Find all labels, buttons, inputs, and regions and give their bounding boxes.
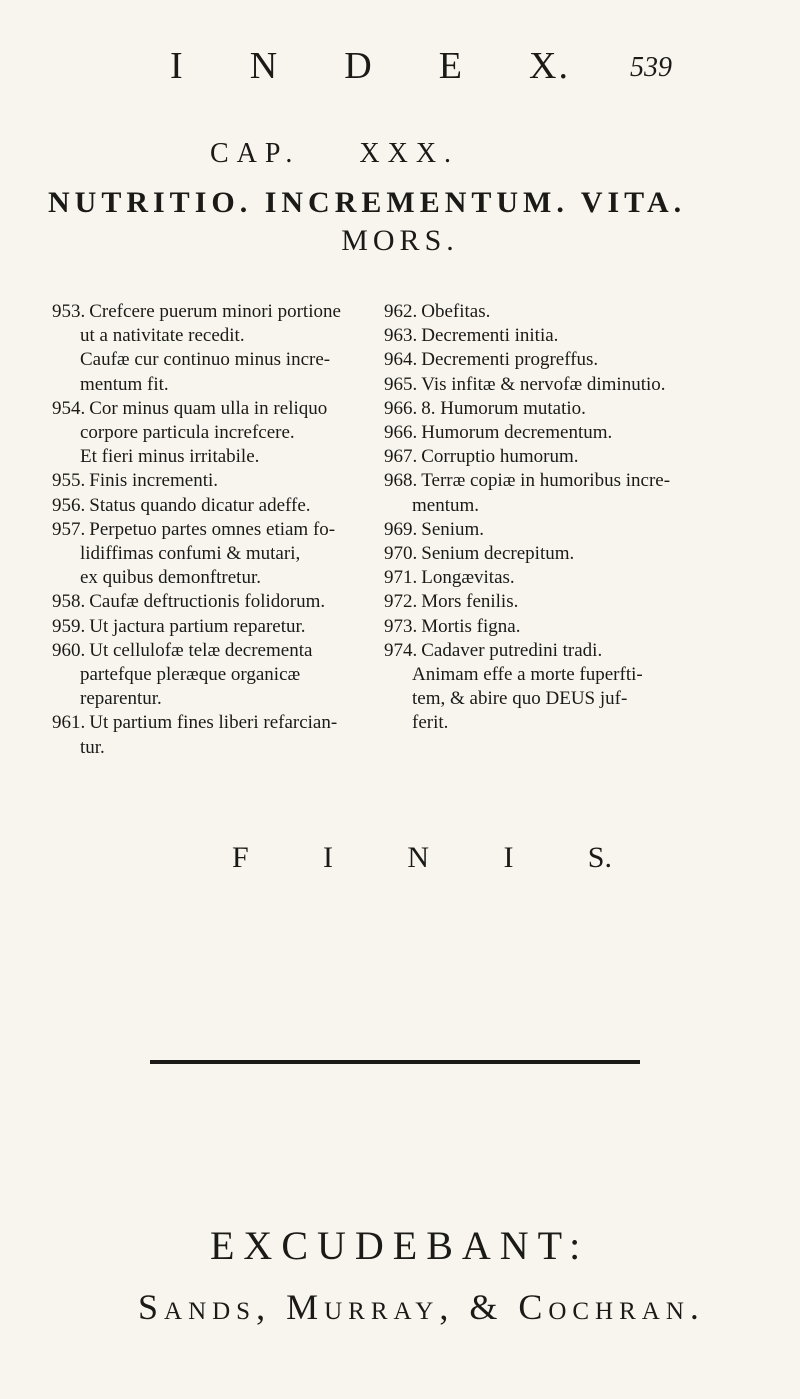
index-entry-line: [384, 300, 784, 324]
index-entry-line: [384, 373, 784, 397]
index-entry-continuation: [52, 736, 370, 760]
index-entry: [384, 300, 784, 324]
index-entry-text: Mortis figna.: [421, 615, 521, 637]
index-entry-number: 973.: [384, 615, 418, 637]
index-entry-text: ex quibus demonftretur.: [80, 567, 261, 589]
index-entry: [384, 590, 784, 614]
index-entry: [52, 615, 370, 639]
index-entry: [384, 469, 784, 517]
index-entry-text: Obefitas.: [421, 301, 491, 322]
index-entry-continuation: [384, 687, 784, 711]
finis-letter: I: [503, 841, 514, 874]
index-entry-number: 967.: [384, 446, 418, 468]
index-entry-text: Decrementi progreffus.: [421, 349, 599, 371]
index-entry-continuation: [52, 324, 370, 348]
index-entry: [384, 566, 784, 590]
index-entry-text: Humorum decrementum.: [421, 422, 613, 444]
running-head: [170, 44, 570, 88]
index-entry-number: 971.: [384, 567, 418, 589]
index-entry-number: 958.: [52, 591, 86, 613]
index-entry-line: [52, 639, 370, 663]
index-entry-line: [384, 348, 784, 372]
index-entry-text: partefque pleræque organicæ: [80, 664, 301, 686]
index-entry-text: Decrementi initia.: [421, 325, 559, 347]
index-entry-continuation: [384, 494, 784, 518]
index-entry-line: [384, 566, 784, 590]
index-entry-text: corpore particula increfcere.: [80, 422, 295, 444]
index-entry-line: [384, 445, 784, 469]
index-entry-line: [384, 590, 784, 614]
index-entry-text: Cor minus quam ulla in reliquo: [89, 397, 328, 419]
index-entry-number: 959.: [52, 615, 86, 637]
index-entry-text: Senium.: [421, 518, 485, 540]
index-entry-text: 8. Humorum mutatio.: [421, 397, 586, 419]
chapter-label: CAP.: [210, 138, 301, 169]
finis: [232, 841, 612, 875]
index-entry-text: Longævitas.: [421, 567, 515, 589]
index-entry: [384, 373, 784, 397]
page-number: 539: [630, 52, 672, 83]
index-entry-line: [52, 518, 370, 542]
index-entry-line: [384, 397, 784, 421]
index-entry-line: [384, 469, 784, 493]
index-entry-text: Ut jactura partium reparetur.: [89, 615, 306, 637]
index-entry-line: [52, 615, 370, 639]
index-entry-continuation: [384, 711, 784, 735]
index-entry-number: 963.: [384, 325, 418, 347]
chapter-subject: NUTRITIO. INCREMENTUM. VITA.: [48, 186, 687, 219]
running-head-letter: X.: [529, 45, 570, 87]
index-entry: [384, 445, 784, 469]
index-entry-text: ut a nativitate recedit.: [80, 325, 245, 347]
finis-letter: N: [407, 841, 430, 874]
index-entry-continuation: [52, 663, 370, 687]
index-entry: [384, 639, 784, 736]
divider-rule: [150, 1060, 640, 1064]
index-entry-number: 974.: [384, 639, 418, 661]
index-entry-continuation: [52, 445, 370, 469]
index-entry-line: [384, 421, 784, 445]
chapter-subject-continued: MORS.: [341, 224, 459, 257]
index-entry-number: 955.: [52, 470, 86, 492]
index-entry-number: 960.: [52, 639, 86, 661]
index-entry-text: Finis incrementi.: [89, 470, 219, 492]
index-entry: [384, 542, 784, 566]
index-entry-text: mentum fit.: [80, 373, 169, 395]
index-entry-line: [52, 300, 370, 324]
index-entry-continuation: [384, 663, 784, 687]
index-entry-text: lidiffimas confumi & mutari,: [80, 543, 301, 565]
index-entry-number: 961.: [52, 712, 86, 734]
running-head-letter: N: [249, 45, 280, 87]
index-entry-number: 956.: [52, 494, 86, 516]
index-entry: [52, 397, 370, 470]
index-entry-text: tur.: [80, 736, 105, 758]
index-entry-line: [52, 397, 370, 421]
index-entry-number: 953.: [52, 301, 86, 322]
index-entry: [52, 590, 370, 614]
finis-letter: F: [232, 841, 249, 874]
index-entry: [52, 639, 370, 712]
index-entry-line: [384, 542, 784, 566]
index-entry: [52, 518, 370, 591]
index-entry-continuation: [52, 566, 370, 590]
running-head-letter: I: [170, 45, 185, 87]
index-entry-continuation: [52, 542, 370, 566]
index-entry-text: Ut partium fines liberi refarcian-: [89, 712, 338, 734]
index-entry-text: Animam effe a morte fuperfti-: [412, 664, 643, 686]
index-entry-number: 969.: [384, 518, 418, 540]
index-entry-text: Ut cellulofæ telæ decrementa: [89, 639, 313, 661]
index-entry: [384, 397, 784, 421]
index-entry: [384, 615, 784, 639]
index-column-left: [52, 300, 370, 760]
index-entry-number: 968.: [384, 470, 418, 492]
index-entry-text: Vis infitæ & nervofæ diminutio.: [421, 373, 666, 395]
index-entry-text: tem, & abire quo DEUS juf-: [412, 688, 628, 710]
index-entry-line: [52, 494, 370, 518]
index-entry-continuation: [52, 687, 370, 711]
finis-letter: I: [323, 841, 334, 874]
index-entry: [52, 469, 370, 493]
index-entry-line: [52, 590, 370, 614]
index-entry: [52, 711, 370, 759]
index-entry-text: Perpetuo partes omnes etiam fo-: [89, 518, 336, 540]
index-entry-number: 962.: [384, 301, 418, 322]
index-entry-text: Caufæ cur continuo minus incre-: [80, 349, 331, 371]
index-entry-line: [384, 518, 784, 542]
index-entry-number: 964.: [384, 349, 418, 371]
index-entry-text: Corruptio humorum.: [421, 446, 579, 468]
index-entry-number: 972.: [384, 591, 418, 613]
index-column-right: [384, 300, 784, 736]
index-entry-number: 965.: [384, 373, 418, 395]
index-entry-text: Terræ copiæ in humoribus incre-: [421, 470, 671, 492]
index-entry-continuation: [52, 348, 370, 372]
index-entry: [384, 324, 784, 348]
index-entry-text: Cadaver putredini tradi.: [421, 639, 603, 661]
running-head-letter: E: [438, 45, 464, 87]
running-head-letter: D: [344, 45, 374, 87]
index-entry-continuation: [52, 373, 370, 397]
finis-letter: S.: [587, 841, 612, 874]
index-entry-line: [384, 615, 784, 639]
index-entry: [384, 421, 784, 445]
index-entry-text: Mors fenilis.: [421, 591, 519, 613]
index-entry-number: 957.: [52, 518, 86, 540]
index-entry-text: Crefcere puerum minori portione: [89, 301, 341, 322]
index-entry-number: 966.: [384, 422, 418, 444]
chapter-number: XXX.: [359, 138, 460, 169]
index-entry-line: [384, 324, 784, 348]
chapter-heading: [210, 138, 459, 170]
index-entry-line: [52, 469, 370, 493]
index-entry-number: 954.: [52, 397, 86, 419]
index-entry-number: 966.: [384, 397, 418, 419]
index-entry: [384, 348, 784, 372]
index-entry-text: Et fieri minus irritabile.: [80, 446, 260, 468]
imprint-printers: Sands, Murray, & Cochran.: [138, 1287, 705, 1327]
index-entry-line: [384, 639, 784, 663]
index-entry-text: Senium decrepitum.: [421, 543, 575, 565]
index-entry-continuation: [52, 421, 370, 445]
index-entry-text: Status quando dicatur adeffe.: [89, 494, 311, 516]
index-entry-text: reparentur.: [80, 688, 162, 710]
index-entry-text: Caufæ deftructionis folidorum.: [89, 591, 326, 613]
index-entry-text: mentum.: [412, 494, 480, 516]
imprint-excudebant: EXCUDEBANT:: [210, 1223, 590, 1268]
index-entry-line: [52, 711, 370, 735]
index-entry: [52, 494, 370, 518]
index-entry: [52, 300, 370, 397]
index-entry: [384, 518, 784, 542]
index-entry-number: 970.: [384, 543, 418, 565]
index-entry-text: ferit.: [412, 712, 449, 734]
